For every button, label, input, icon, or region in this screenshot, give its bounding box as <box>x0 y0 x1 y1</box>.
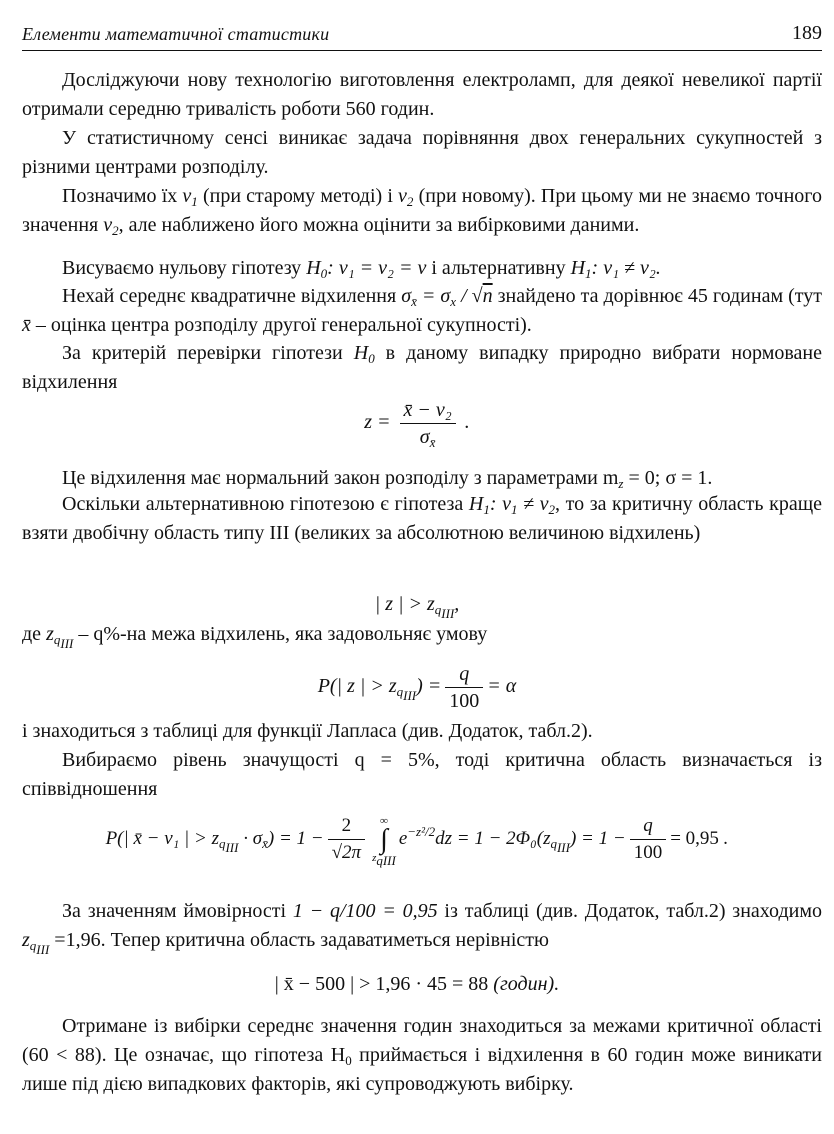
text-run: , то за критичну область краще взяти двобічну область типу III (великих за абсолютною величиною відхилень) <box>22 493 823 544</box>
paragraph-notation <box>22 182 822 240</box>
sigma-formula: $\sigma_{x̄} = \sigma_x / √n$ <box>401 285 493 309</box>
z-denominator: $\sigma_{x̄}$ <box>419 426 436 450</box>
text-run: із таблиці (див. Додаток, табл.2) знаходимо <box>437 900 822 922</box>
header-rule <box>22 50 822 51</box>
paragraph-where <box>22 620 822 649</box>
h0-formula: ν₁ = ν₂ = ν <box>338 257 427 279</box>
text-run: = 0; σ = 1. <box>623 467 713 489</box>
one-minus-formula: 1 − q/100 = 0,95 <box>292 900 438 922</box>
formula-laplace: P(| x̄ − ν₁ | > $z_{q_{III}} \cdot \sigma_{x̄}) = 1$ − $\frac{2}{√2\pi}$ ∞ ∫ $z_{qIII}$ $e^{-z^2/2}dz = 1 - 2\Phi_0(z_{q_{III}}) = 1$ − $\frac{q}{100}$ = 0,95 . <box>105 814 729 868</box>
text-run: в даному випадку природно вибрати нормоване відхилення <box>22 342 823 393</box>
laplace-fraction: $\frac{2}{√2\pi}$ <box>328 814 365 865</box>
formula-z: z = $\frac{\text{x̄ − ν₂}}{\sigma_{x̄}}$ . <box>364 399 470 450</box>
text-run: де <box>22 623 47 645</box>
nu1-symbol: $\nu_1$ <box>182 185 198 209</box>
paragraph-criterion <box>22 339 822 397</box>
text-run: , але наближено його можна оцінити за вибірковими даними. <box>118 214 640 236</box>
paragraph-probability-value <box>22 897 822 955</box>
h1-symbol: $H_1$: <box>570 257 599 281</box>
text-run: Отримане із вибірки середнє значення годин знаходиться за межами критичної області (60 < 88). Це означає, що гіпотеза H <box>22 1015 822 1066</box>
h1-symbol-2: $H_1$: $\nu_1 \ne \nu_2$ <box>468 493 556 517</box>
laplace-mid: = 1 − 2Φ₀(z <box>456 827 551 849</box>
text-run: Нехай середнє квадратичне відхилення <box>62 285 402 307</box>
z-q-symbol: $z_{q_{III}}$ <box>46 623 74 651</box>
text-run: і знаходиться з таблиці для функції Лапласа (див. Додаток, табл.2). <box>22 720 593 742</box>
z-numerator: x̄ − ν₂ <box>400 398 456 424</box>
laplace-tail: = 0,95 <box>670 827 719 849</box>
xbar-symbol: x̄ <box>22 314 31 336</box>
paragraph-sigma <box>22 282 822 340</box>
text-run: знайдено та дорівнює 45 годинам (тут <box>492 285 823 307</box>
text-run: – q%-на межа відхилень, яка задовольняє умову <box>73 623 488 645</box>
paragraph-intro <box>22 66 822 124</box>
paragraph-hypotheses <box>22 254 822 283</box>
z-q-symbol-2: $z_{q_{III}}$ <box>22 929 50 957</box>
paragraph-problem-text: У статистичному сенсі виникає задача порівняння двох генеральних сукупностей з різними центрами розподілу. <box>22 127 822 178</box>
integral-sign: ∞ ∫ $z_{qIII}$ <box>372 814 396 868</box>
h0-symbol: $H_0$: <box>306 257 334 281</box>
text-run: За критерій перевірки гіпотези <box>62 342 354 364</box>
formula-final-inequality <box>0 970 834 999</box>
page-number: 189 <box>792 22 822 44</box>
final-inequality: | x̄ − 500 | > 1,96 · 45 = 88 <box>274 973 489 995</box>
running-header <box>22 24 822 52</box>
text-run: (при новому). При цьому ми не знаємо точного значення <box>22 185 822 236</box>
formula-probability: P(| z | > $z_{q_{III}}$) = $\frac{q}{100}$ = α <box>317 663 517 712</box>
h0-symbol-2: $H_0$ <box>353 342 375 366</box>
text-run: приймається і відхилення в 60 годин може виникати лише під дією випадкових факторів, які супроводжують вибірку. <box>22 1044 822 1095</box>
z-fraction <box>400 398 456 449</box>
paragraph-laplace <box>22 717 822 746</box>
paragraph-distribution: Це відхилення має нормальний закон розподілу з параметрами $m_z = 0$; σ = 1. <box>62 467 713 491</box>
text-run: За значенням ймовірності <box>62 900 293 922</box>
paragraph-conclusion: Отримане із вибірки середнє значення годин знаходиться за межами критичної області (60 < 88). Це означає, що гіпотеза $H_0$ приймається і відхилення в 60 годин може виникати лише під дією випадкових факторів, які супроводжують вибірку. <box>22 1015 822 1095</box>
critical-region-text: | z | > z <box>374 593 435 615</box>
prob-fraction <box>445 662 483 713</box>
formula-critical-region: | z | > $z_{q_{III}}$, <box>374 593 460 621</box>
paragraph-intro-text: Досліджуючи нову технологію виготовлення електроламп, для деякої невеликої партії отримали середню тривалість роботи 560 годин. <box>22 69 822 120</box>
prob-rhs: = α <box>487 675 517 698</box>
text-run: – оцінка центра розподілу другої генеральної сукупності). <box>30 314 532 336</box>
paragraph-alternative <box>22 490 822 548</box>
text-run: Вибираємо рівень значущості q = 5%, тоді критична область визначається із співвідношення <box>22 749 822 800</box>
nu2-symbol-2: $\nu_2$ <box>103 214 119 238</box>
laplace-lhs: P(| x̄ − ν₁ | > z <box>105 827 219 849</box>
paragraph-problem <box>22 124 822 182</box>
paragraph-significance <box>22 746 822 804</box>
running-title: Елементи математичної статистики <box>22 24 330 44</box>
prob-lhs: P(| z | > z <box>317 675 397 698</box>
text-run: Це відхилення має нормальний закон розподілу з параметрами m <box>62 467 619 489</box>
h1-formula: ν₁ ≠ ν₂. <box>603 257 661 279</box>
prob-denominator: 100 <box>449 690 480 712</box>
text-run: Позначимо їх <box>62 185 183 207</box>
final-unit: (годин). <box>493 973 560 995</box>
text-run: =1,96. Тепер критична область задаватиметься нерівністю <box>49 929 549 951</box>
text-run: Оскільки альтернативною гіпотезою є гіпотеза <box>62 493 469 515</box>
nu2-symbol: $\nu_2$ <box>398 185 414 209</box>
text-run: (при старому методі) і <box>197 185 399 207</box>
text-run: і альтернативну <box>426 257 571 279</box>
text-run: Висуваємо нульову гіпотезу <box>62 257 307 279</box>
laplace-q-fraction: $\frac{q}{100}$ <box>630 814 667 865</box>
prob-numerator: q <box>445 662 483 688</box>
